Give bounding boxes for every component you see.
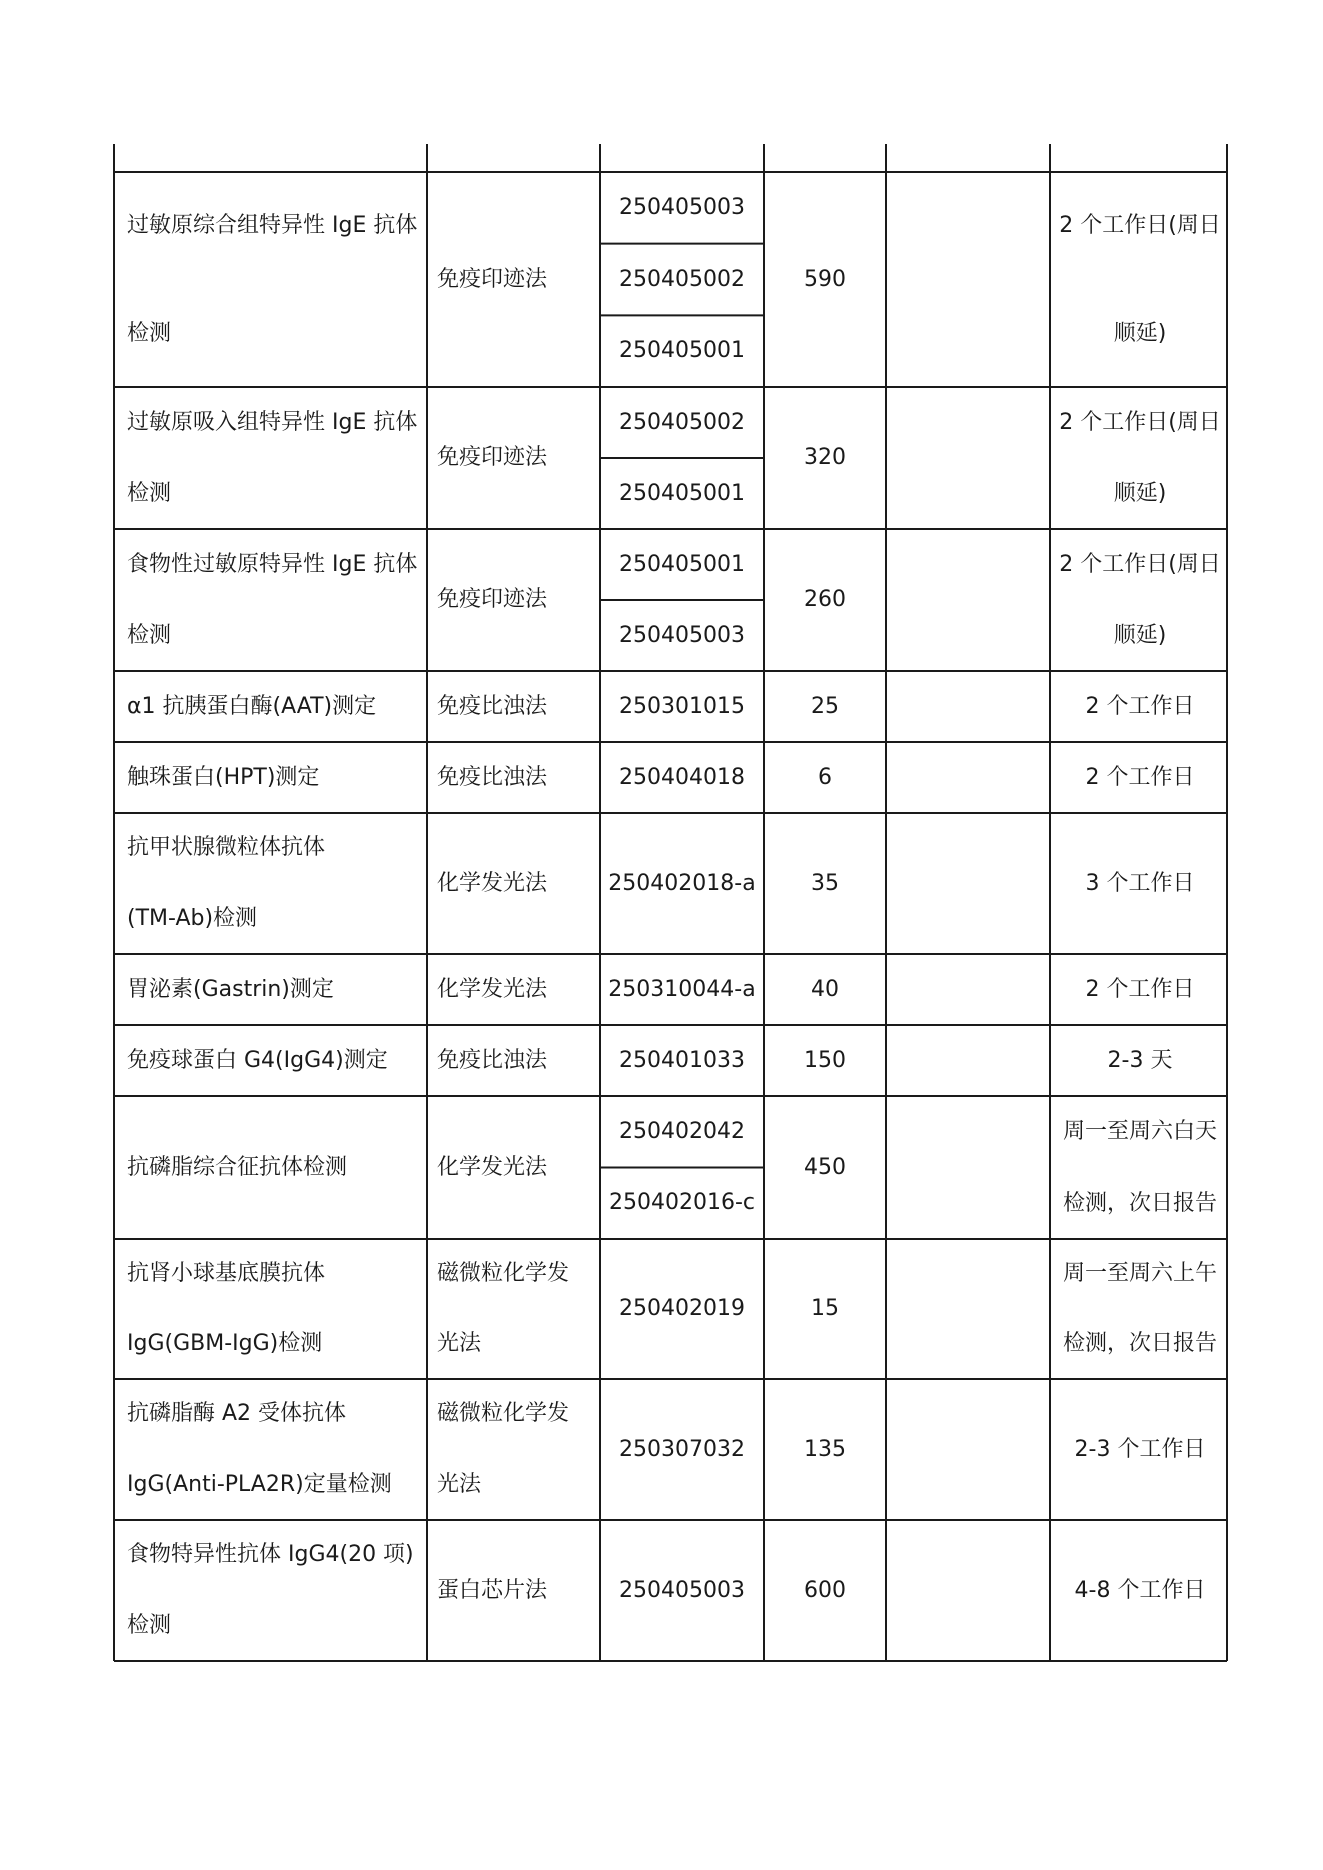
billing-code-line: 250405001 xyxy=(619,551,745,577)
test-method-line: 免疫比浊法 xyxy=(437,693,548,719)
billing-code xyxy=(600,601,764,671)
test-name-line: 检测 xyxy=(127,623,172,648)
test-name xyxy=(127,529,427,671)
test-price-line: 150 xyxy=(804,1047,846,1073)
test-price xyxy=(764,672,886,742)
test-method-line: 免疫印迹法 xyxy=(437,445,548,470)
billing-code xyxy=(600,388,764,458)
test-method xyxy=(437,1239,607,1379)
billing-code-line: 250405003 xyxy=(619,1577,745,1603)
turnaround-time xyxy=(1050,743,1230,813)
test-method xyxy=(437,1026,607,1096)
turnaround-time-line: 2 个工作日 xyxy=(1085,764,1195,790)
test-name-line: 检测 xyxy=(127,1612,172,1638)
test-name xyxy=(127,387,427,529)
test-name xyxy=(127,955,427,1025)
test-name xyxy=(127,672,427,742)
test-method xyxy=(437,1133,607,1203)
test-price xyxy=(764,1133,886,1203)
billing-code xyxy=(600,173,764,243)
turnaround-time xyxy=(1050,672,1230,742)
turnaround-time-line: 4-8 个工作日 xyxy=(1074,1577,1206,1603)
test-name xyxy=(127,1379,427,1520)
billing-code-line: 250405002 xyxy=(619,266,745,292)
test-name-line: 抗肾小球基底膜抗体 xyxy=(127,1261,326,1286)
turnaround-time-line: 2 个工作日(周日 xyxy=(1059,213,1221,238)
billing-code-line: 250402016-c xyxy=(608,1190,755,1216)
test-method-line: 磁微粒化学发 xyxy=(437,1261,570,1286)
test-name-line: 免疫球蛋白 G4(IgG4)测定 xyxy=(127,1047,388,1073)
test-method-line: 免疫印迹法 xyxy=(437,266,548,292)
test-name-line: 检测 xyxy=(127,320,172,346)
billing-code-line: 250402019 xyxy=(619,1296,745,1321)
billing-code-line: 250401033 xyxy=(619,1047,745,1073)
turnaround-time xyxy=(1050,955,1230,1025)
test-name xyxy=(127,1239,427,1379)
turnaround-time-line: 检测，次日报告 xyxy=(1062,1190,1217,1216)
test-price xyxy=(764,1026,886,1096)
test-price xyxy=(764,245,886,315)
test-price-line: 450 xyxy=(804,1154,846,1180)
billing-code xyxy=(600,955,764,1025)
test-name-line: 抗甲状腺微粒体抗体 xyxy=(127,835,326,860)
test-name xyxy=(127,813,427,954)
billing-code xyxy=(600,1415,764,1485)
test-price-line: 260 xyxy=(804,587,846,612)
test-method-line: 化学发光法 xyxy=(437,1154,548,1180)
test-method xyxy=(437,565,607,635)
test-price-line: 40 xyxy=(811,976,839,1002)
test-name-line: 食物性过敏原特异性 IgE 抗体 xyxy=(127,552,418,577)
test-price-line: 135 xyxy=(804,1436,846,1462)
turnaround-time-line: 周一至周六白天 xyxy=(1062,1119,1217,1144)
billing-code xyxy=(600,743,764,813)
billing-code-line: 250402018-a xyxy=(608,870,756,896)
test-method-line: 光法 xyxy=(437,1471,482,1497)
turnaround-time-line: 2 个工作日 xyxy=(1085,693,1195,719)
billing-code-line: 250301015 xyxy=(619,693,745,719)
test-price xyxy=(764,1556,886,1626)
test-name-line: (TM-Ab)检测 xyxy=(127,905,258,931)
turnaround-time xyxy=(1050,1239,1230,1379)
turnaround-time xyxy=(1050,172,1230,387)
test-method-line: 免疫比浊法 xyxy=(437,1047,548,1073)
turnaround-time xyxy=(1050,387,1230,529)
test-method xyxy=(437,1379,607,1520)
billing-code-line: 250405003 xyxy=(619,194,745,220)
test-method xyxy=(437,955,607,1025)
billing-code xyxy=(600,459,764,529)
test-name-line: 抗磷脂综合征抗体检测 xyxy=(127,1154,348,1180)
test-name-line: IgG(Anti-PLA2R)定量检测 xyxy=(127,1471,392,1497)
test-price-line: 15 xyxy=(811,1296,839,1321)
test-price xyxy=(764,1274,886,1344)
test-name-line: 过敏原综合组特异性 IgE 抗体 xyxy=(127,213,418,238)
turnaround-time-line: 周一至周六上午 xyxy=(1062,1261,1217,1286)
test-price xyxy=(764,1415,886,1485)
billing-code-line: 250405002 xyxy=(619,409,745,435)
test-price xyxy=(764,849,886,919)
test-name xyxy=(127,1133,427,1203)
test-name-line: 胃泌素(Gastrin)测定 xyxy=(127,976,334,1002)
turnaround-time xyxy=(1050,1556,1230,1626)
test-name-line: 食物特异性抗体 IgG4(20 项) xyxy=(127,1542,414,1567)
turnaround-time xyxy=(1050,1026,1230,1096)
billing-code xyxy=(600,1097,764,1167)
test-name xyxy=(127,1520,427,1661)
test-name-line: IgG(GBM-IgG)检测 xyxy=(127,1331,323,1356)
test-method-line: 光法 xyxy=(437,1331,482,1356)
test-method xyxy=(437,245,607,315)
turnaround-time xyxy=(1050,849,1230,919)
billing-code-line: 250310044-a xyxy=(608,976,756,1002)
billing-code xyxy=(600,316,764,386)
billing-code-line: 250405003 xyxy=(619,622,745,648)
turnaround-time xyxy=(1050,529,1230,671)
billing-code-line: 250404018 xyxy=(619,764,745,790)
test-price xyxy=(764,423,886,493)
billing-code-line: 250307032 xyxy=(619,1436,745,1462)
test-method-line: 免疫比浊法 xyxy=(437,764,548,790)
test-price xyxy=(764,743,886,813)
turnaround-time-line: 顺延) xyxy=(1113,623,1167,648)
test-name xyxy=(127,743,427,813)
test-method xyxy=(437,849,607,919)
test-name-line: 触珠蛋白(HPT)测定 xyxy=(127,764,320,790)
billing-code xyxy=(600,530,764,600)
billing-code xyxy=(600,1026,764,1096)
billing-code xyxy=(600,849,764,919)
test-name-line: 抗磷脂酶 A2 受体抗体 xyxy=(127,1401,347,1426)
test-price-line: 600 xyxy=(804,1577,846,1603)
turnaround-time-line: 3 个工作日 xyxy=(1085,870,1195,896)
test-method-line: 磁微粒化学发 xyxy=(437,1401,570,1426)
billing-code-line: 250405001 xyxy=(619,338,745,364)
test-name-line: 过敏原吸入组特异性 IgE 抗体 xyxy=(127,410,418,435)
test-name xyxy=(127,172,427,387)
test-price xyxy=(764,565,886,635)
test-name-line: 检测 xyxy=(127,481,172,506)
billing-code-line: 250402042 xyxy=(619,1118,745,1144)
turnaround-time-line: 2 个工作日 xyxy=(1085,976,1195,1002)
billing-code-line: 250405001 xyxy=(619,480,745,506)
test-method-line: 化学发光法 xyxy=(437,870,548,896)
test-price-line: 590 xyxy=(804,266,846,292)
turnaround-time-line: 2 个工作日(周日 xyxy=(1059,552,1221,577)
test-price-line: 35 xyxy=(811,870,839,896)
test-name xyxy=(127,1026,427,1096)
billing-code xyxy=(600,1168,764,1238)
test-method-line: 免疫印迹法 xyxy=(437,587,548,612)
turnaround-time-line: 2-3 个工作日 xyxy=(1074,1436,1206,1462)
test-method-line: 化学发光法 xyxy=(437,976,548,1002)
billing-code xyxy=(600,1556,764,1626)
test-price xyxy=(764,955,886,1025)
test-method xyxy=(437,743,607,813)
turnaround-time xyxy=(1050,1415,1230,1485)
test-method-line: 蛋白芯片法 xyxy=(437,1577,548,1603)
test-price-line: 6 xyxy=(818,764,832,790)
turnaround-time xyxy=(1050,1096,1230,1239)
billing-code xyxy=(600,245,764,315)
test-method xyxy=(437,672,607,742)
turnaround-time-line: 检测，次日报告 xyxy=(1062,1331,1217,1356)
billing-code xyxy=(600,1274,764,1344)
test-method xyxy=(437,1556,607,1626)
test-price-line: 25 xyxy=(811,693,839,719)
turnaround-time-line: 顺延) xyxy=(1113,320,1167,346)
test-method xyxy=(437,423,607,493)
test-price-line: 320 xyxy=(804,445,846,470)
turnaround-time-line: 顺延) xyxy=(1113,481,1167,506)
billing-code xyxy=(600,672,764,742)
turnaround-time-line: 2 个工作日(周日 xyxy=(1059,410,1221,435)
turnaround-time-line: 2-3 天 xyxy=(1107,1047,1173,1073)
test-name-line: α1 抗胰蛋白酶(AAT)测定 xyxy=(127,693,377,719)
